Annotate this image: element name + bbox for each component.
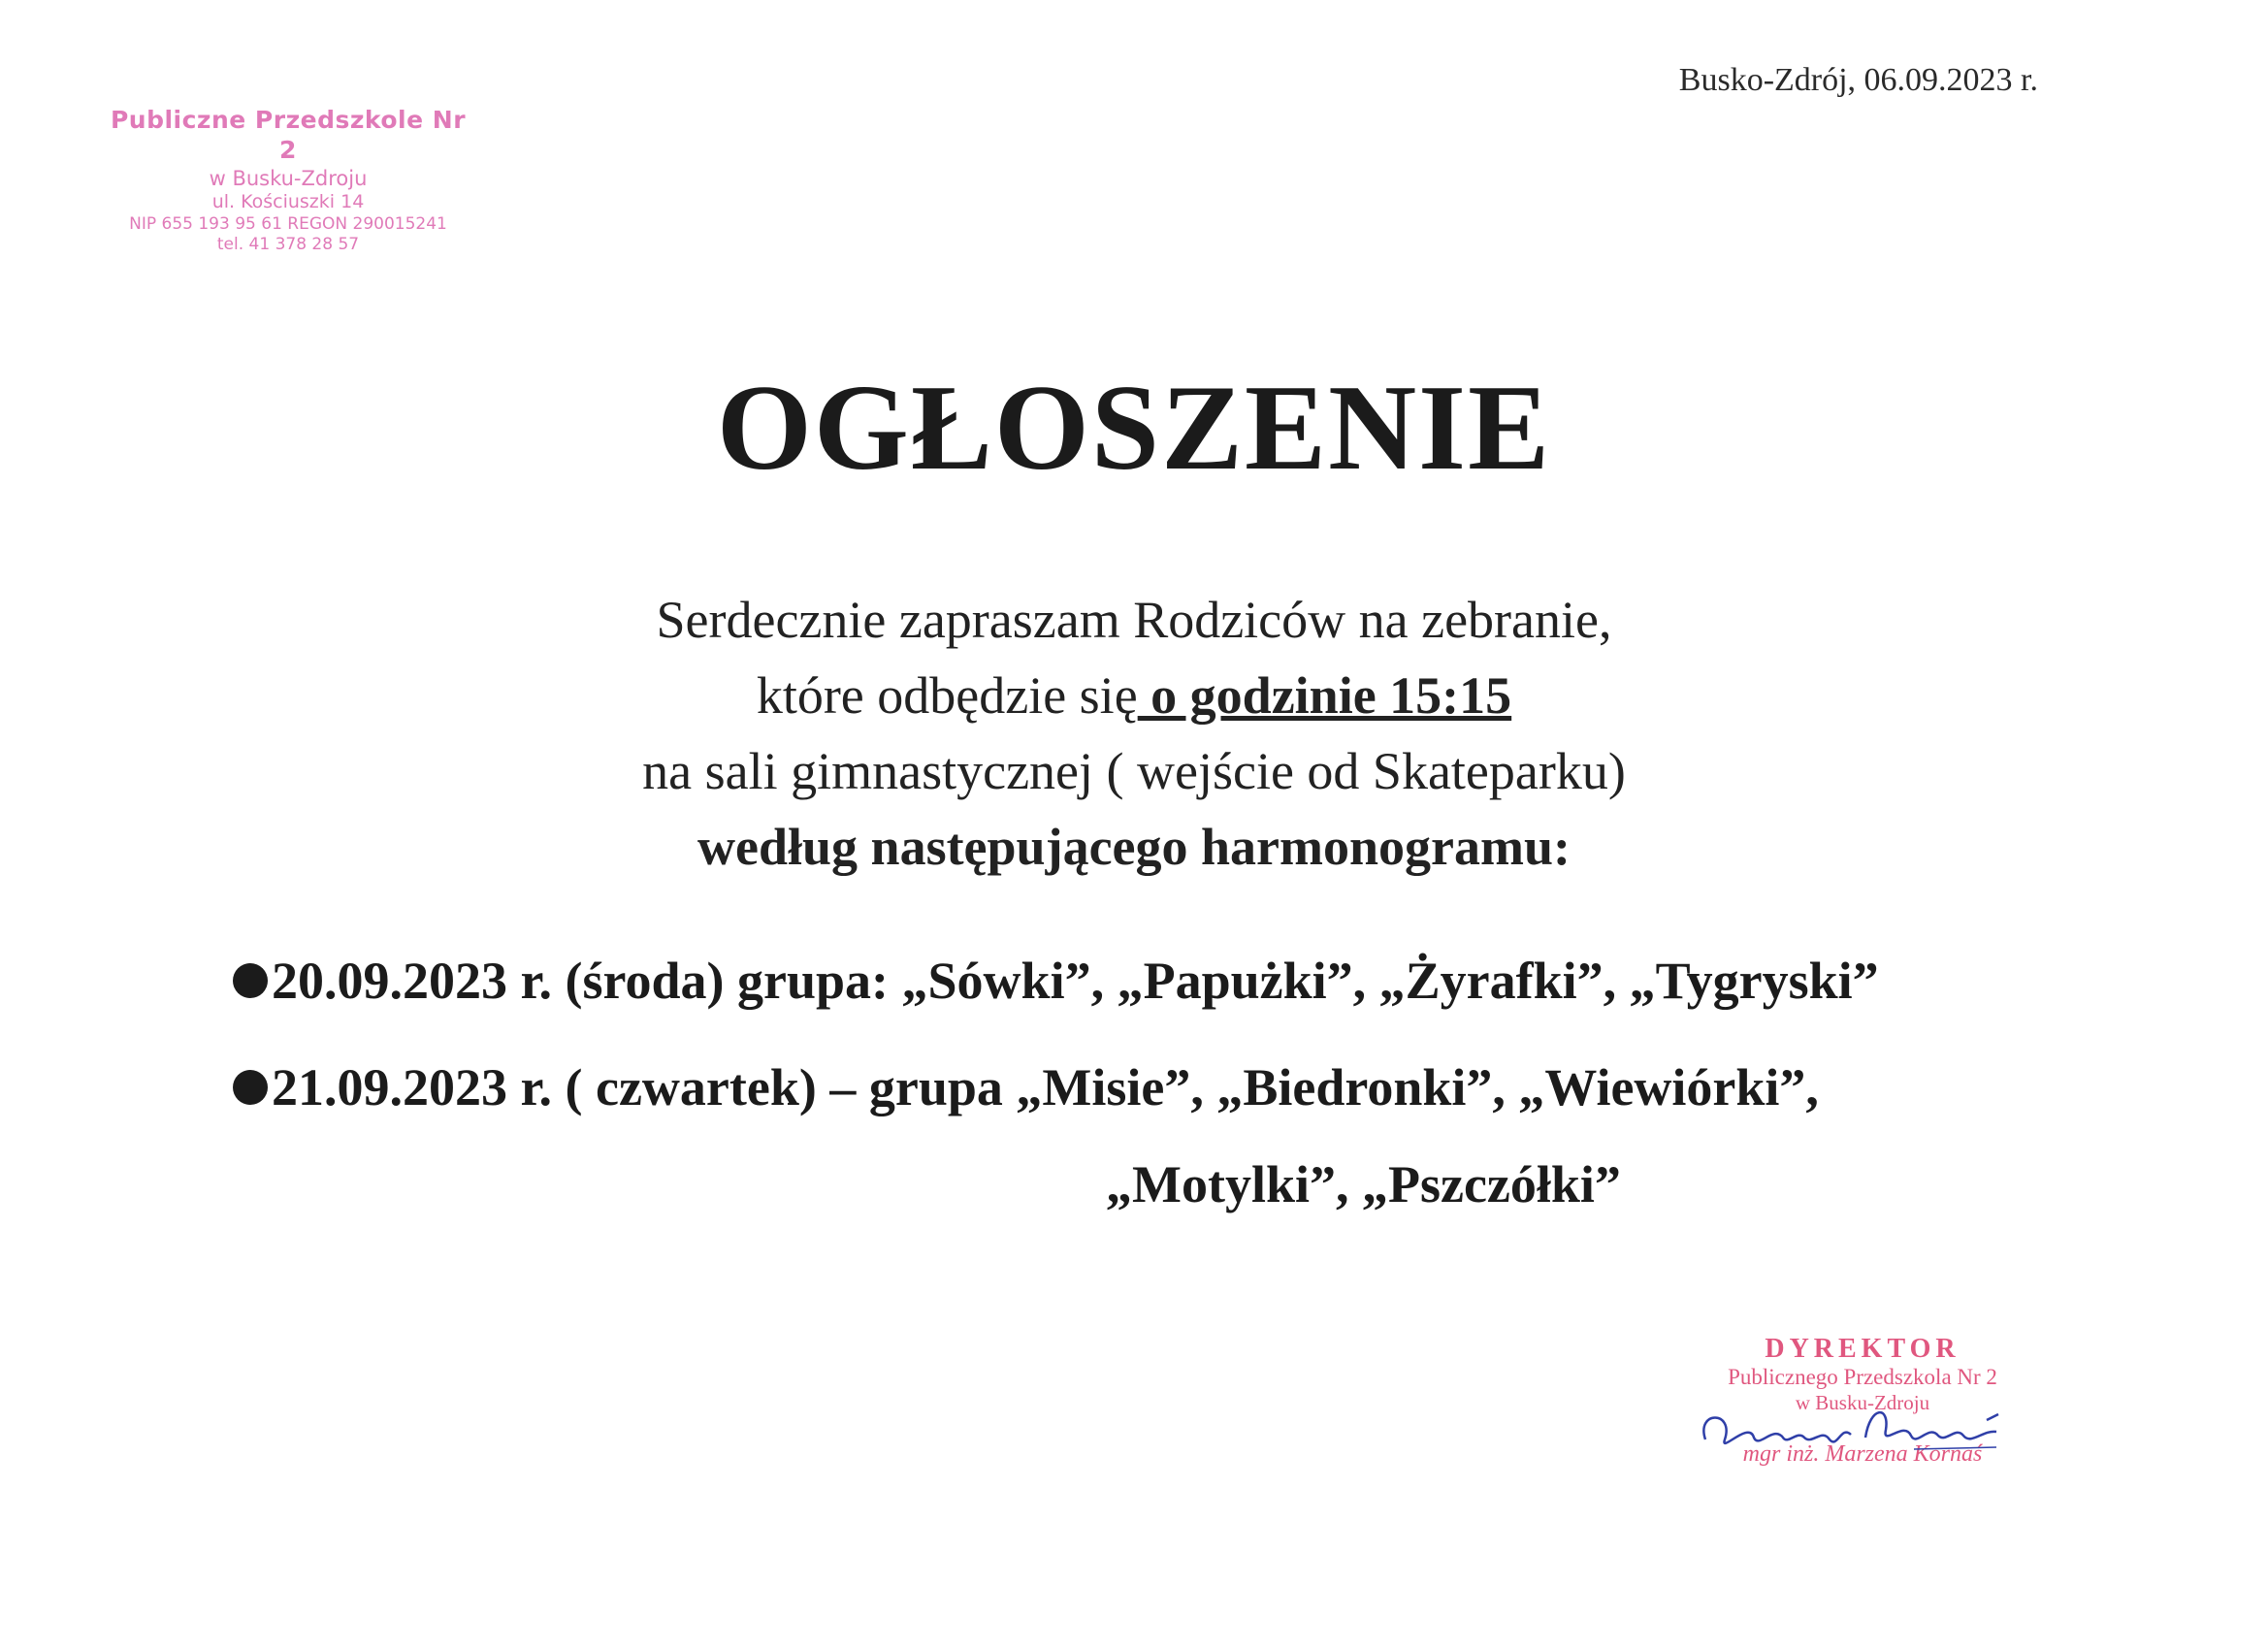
- director-stamp-name: mgr inż. Marzena Kornaś: [1742, 1440, 1983, 1467]
- place-date: Busko-Zdrój, 06.09.2023 r.: [1678, 62, 2038, 98]
- schedule-item-text: 21.09.2023 r. ( czwartek) – grupa „Misie”, „Biedronki”, „Wiewiórki”,: [272, 1058, 1819, 1116]
- intro-line-4: według następującego harmonogramu:: [697, 818, 1571, 876]
- schedule-list: [233, 951, 1879, 1164]
- director-stamp-city: w Busku-Zdroju: [1795, 1390, 1930, 1414]
- school-stamp-name: Publiczne Przedszkole Nr 2: [110, 106, 467, 165]
- schedule-item-text: 20.09.2023 r. (środa) grupa: „Sówki”, „Papużki”, „Żyrafki”, „Tygryski”: [272, 952, 1879, 1010]
- schedule-item-continuation: „Motylki”, „Pszczółki”: [1106, 1155, 1621, 1213]
- school-stamp-ids: NIP 655 193 95 61 REGON 290015241: [129, 213, 447, 234]
- schedule-item: [233, 951, 1879, 1011]
- intro-line-2-prefix: które odbędzie się: [756, 666, 1138, 725]
- page-title: OGŁOSZENIE: [716, 361, 1552, 496]
- meeting-time: o godzinie 15:15: [1137, 666, 1512, 725]
- school-stamp-street: ul. Kościuszki 14: [211, 190, 365, 212]
- intro-line-3: na sali gimnastycznej ( wejście od Skateparku): [642, 742, 1626, 800]
- school-stamp-city: w Busku-Zdroju: [209, 166, 368, 190]
- director-stamp-title: DYREKTOR: [1765, 1334, 1960, 1364]
- school-stamp-phone: tel. 41 378 28 57: [216, 234, 360, 254]
- bullet-icon: [233, 963, 268, 998]
- schedule-item: [233, 1057, 1879, 1117]
- intro-line-2: [0, 658, 2268, 733]
- intro-paragraph: [0, 582, 2268, 885]
- signature-icon: [1696, 1401, 2016, 1459]
- bullet-icon: [233, 1070, 268, 1105]
- director-stamp-school: Publicznego Przedszkola Nr 2: [1728, 1365, 1997, 1390]
- school-stamp: [109, 105, 468, 255]
- intro-line-1: Serdecznie zapraszam Rodziców na zebranie,: [656, 591, 1612, 649]
